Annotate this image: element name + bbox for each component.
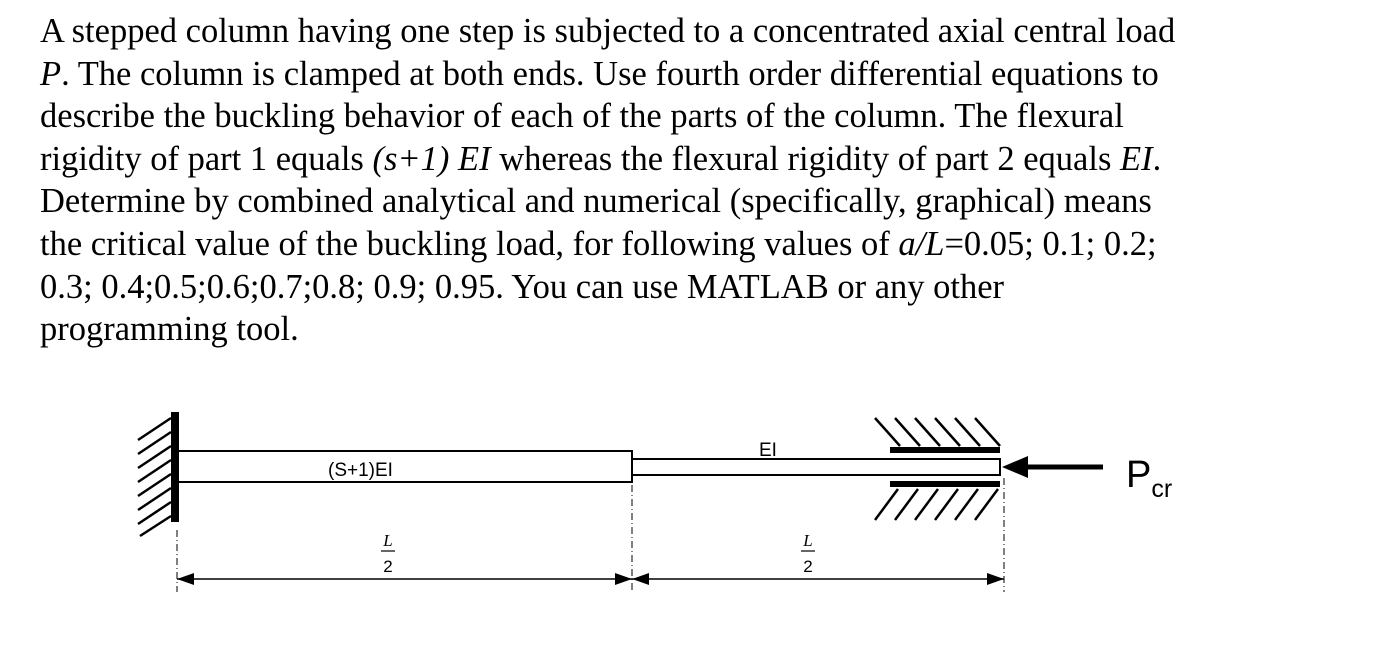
- problem-line-6-c: =0.05; 0.1; 0.2;: [944, 224, 1157, 263]
- problem-line-4-a: rigidity of part 1 equals: [40, 139, 373, 178]
- load-subscript: cr: [1151, 475, 1173, 503]
- problem-line-8: programming tool.: [40, 310, 299, 349]
- problem-line-1: A stepped column having one step is subjected to a concentrated axial central load: [40, 12, 1176, 50]
- column-part-1: [178, 451, 632, 482]
- load-variable: P: [40, 54, 62, 93]
- extension-lines: [177, 478, 1004, 592]
- length-fraction-part-1: [381, 531, 395, 576]
- problem-line-5: Determine by combined analytical and numerical (specifically, graphical) means: [40, 182, 1152, 221]
- problem-line-3: describe the buckling behavior of each of the parts of the column. The flexural: [40, 97, 1124, 136]
- load-symbol: P: [1126, 454, 1152, 496]
- length1-numerator: L: [383, 531, 393, 550]
- part2-rigidity-label: EI: [759, 440, 777, 461]
- problem-line-4-c: whereas the flexural rigidity of part 2 equals: [490, 139, 1120, 178]
- part1-rigidity-label: (S+1)EI: [328, 460, 393, 481]
- load-label: [1126, 454, 1172, 503]
- column-part-2: [632, 459, 1000, 475]
- length-fraction-part-2: [801, 531, 815, 576]
- problem-line-7: 0.3; 0.4;0.5;0.6;0.7;0.8; 0.9; 0.95. You can use MATLAB or any other: [40, 267, 1005, 306]
- length1-denominator: 2: [383, 557, 393, 576]
- rigidity-part2: EI: [1120, 139, 1153, 178]
- left-fixed-support: [138, 412, 175, 536]
- length2-denominator: 2: [803, 557, 813, 576]
- load-arrow: [1002, 456, 1103, 478]
- problem-line-6-a: the critical value of the buckling load, for following values of: [40, 224, 899, 263]
- ratio-variable: a/L: [898, 224, 945, 263]
- length2-numerator: L: [803, 531, 813, 550]
- problem-line-2-text: . The column is clamped at both ends. Use fourth order differential equations to: [61, 54, 1159, 93]
- rigidity-part1: (s+1) EI: [372, 139, 491, 178]
- problem-line-4-e: .: [1152, 139, 1162, 178]
- dimension-line-part-2: [632, 573, 1004, 585]
- dimension-line-part-1: [177, 573, 632, 585]
